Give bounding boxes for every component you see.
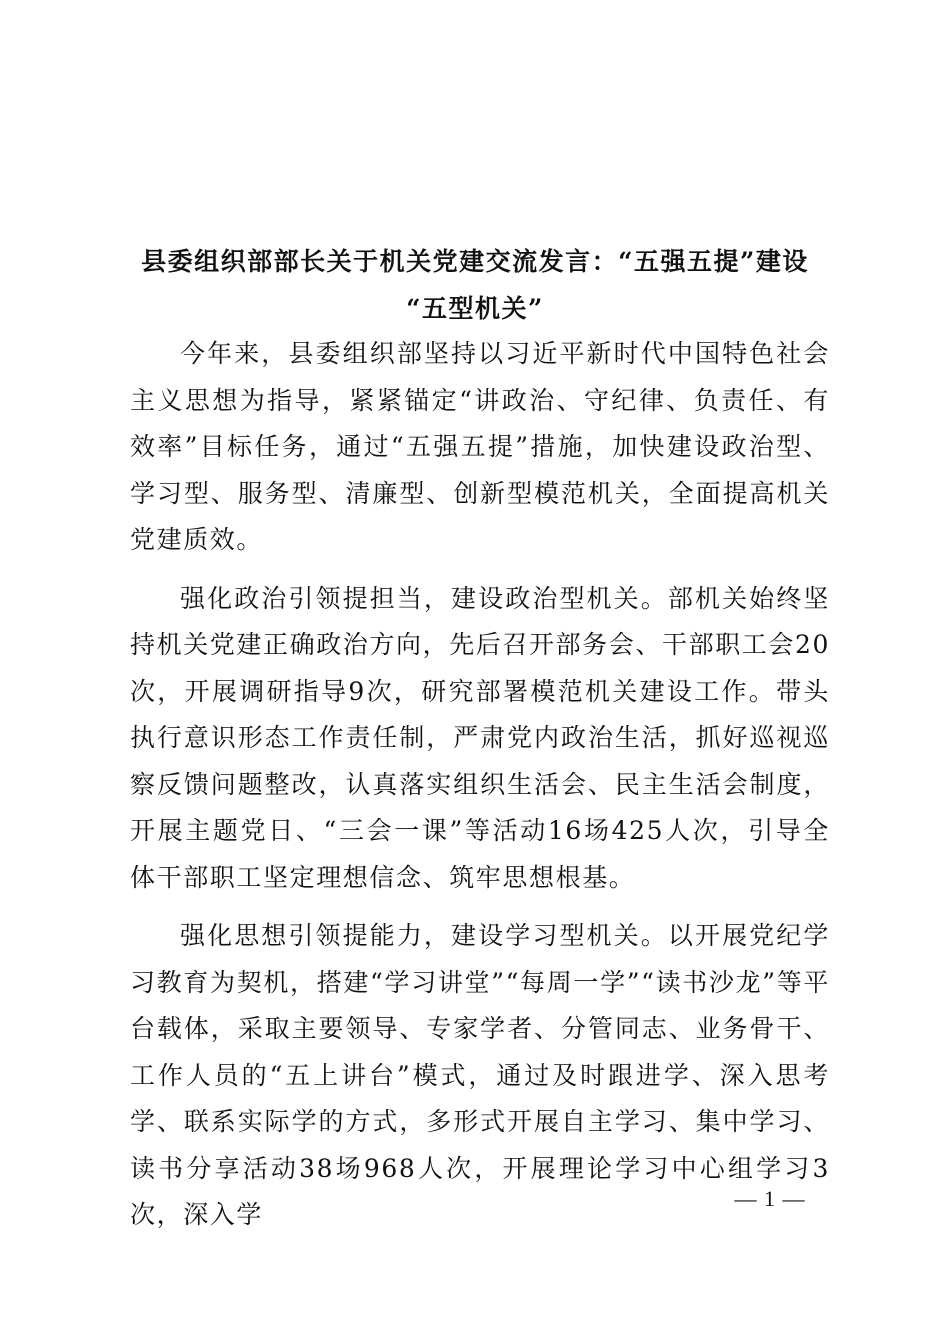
paragraph-learning: 强化思想引领提能力，建设学习型机关。以开展党纪学习教育为契机，搭建“学习讲堂”“每周一学”“读书沙龙”等平台载体，采取主要领导、专家学者、分管同志、业务骨干、工作人员的“五上讲台”模式，通过及时跟进学、深入思考学、联系实际学的方式，多形式开展自主学习、集中学习、读书分享活动38场968人次，开展理论学习中心组学习3次，深入学 bbox=[130, 921, 830, 1229]
paragraph-intro: 今年来，县委组织部坚持以习近平新时代中国特色社会主义思想为指导，紧紧锚定“讲政治、守纪律、负责任、有效率”目标任务，通过“五强五提”措施，加快建设政治型、学习型、服务型、清廉型、创新型模范机关，全面提高机关党建质效。 bbox=[130, 339, 830, 554]
title-line-2: “五型机关” bbox=[406, 294, 544, 323]
title-line-1: 县委组织部部长关于机关党建交流发言：“五强五提”建设 bbox=[141, 247, 809, 276]
page-number: — 1 — bbox=[734, 1186, 806, 1211]
document-title bbox=[120, 238, 830, 332]
document-body bbox=[130, 331, 830, 1251]
paragraph-political: 强化政治引领提担当，建设政治型机关。部机关始终坚持机关党建正确政治方向，先后召开部务会、干部职工会20次，开展调研指导9次，研究部署模范机关建设工作。带头执行意识形态工作责任制，严肃党内政治生活，抓好巡视巡察反馈问题整改，认真落实组织生活会、民主生活会制度，开展主题党日、“三会一课”等活动16场425人次，引导全体干部职工坚定理想信念、筑牢思想根基。 bbox=[130, 583, 831, 892]
